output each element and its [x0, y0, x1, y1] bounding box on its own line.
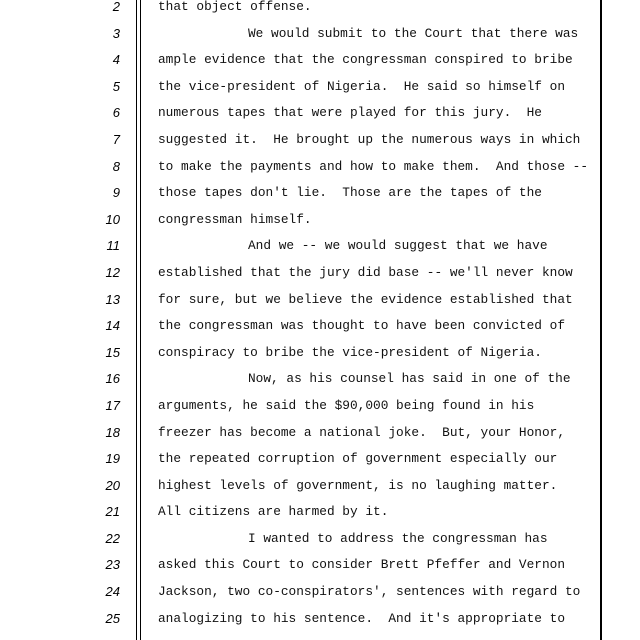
line-text: ample evidence that the congressman conspired to bribe [158, 52, 573, 68]
line-number: 8 [112, 158, 120, 174]
line-text: And we -- we would suggest that we have [248, 238, 548, 254]
line-text: to make the payments and how to make them. And those -- [158, 158, 589, 174]
transcript-line [0, 499, 640, 526]
line-number: 23 [105, 557, 120, 573]
transcript-line [0, 366, 640, 393]
line-number: 21 [105, 504, 120, 520]
line-text: the repeated corruption of government especially our [158, 451, 558, 467]
line-text: We would submit to the Court that there was [248, 25, 579, 41]
line-text: suggested it. He brought up the numerous ways in which [158, 131, 581, 147]
line-number: 22 [105, 530, 120, 546]
transcript-line [0, 0, 640, 21]
line-number: 13 [105, 291, 120, 307]
transcript-line [0, 313, 640, 340]
transcript-line [0, 21, 640, 48]
line-number: 7 [112, 131, 120, 147]
line-text: those tapes don't lie. Those are the tapes of the [158, 185, 542, 201]
line-number: 19 [105, 451, 120, 467]
transcript-line [0, 100, 640, 127]
line-number: 3 [112, 25, 120, 41]
transcript-line [0, 127, 640, 154]
transcript-line [0, 420, 640, 447]
line-number: 24 [105, 584, 120, 600]
line-number: 10 [105, 211, 120, 227]
line-text: that object offense. [158, 0, 312, 14]
transcript-line [0, 473, 640, 500]
line-text: the vice-president of Nigeria. He said so himself on [158, 78, 566, 94]
line-number: 2 [112, 0, 120, 14]
transcript-line [0, 552, 640, 579]
transcript-line [0, 579, 640, 606]
transcript-line [0, 180, 640, 207]
line-text: I wanted to address the congressman has [248, 530, 548, 546]
line-text: freezer has become a national joke. But, your Honor, [158, 424, 566, 440]
line-number: 4 [112, 52, 120, 68]
transcript-line [0, 47, 640, 74]
line-number: 6 [112, 105, 120, 121]
line-number: 12 [105, 264, 120, 280]
line-number: 15 [105, 344, 120, 360]
transcript-line [0, 287, 640, 314]
line-text: Now, as his counsel has said in one of the [248, 371, 571, 387]
transcript-line [0, 340, 640, 367]
line-text: conspiracy to bribe the vice-president of Nigeria. [158, 344, 542, 360]
transcript-line [0, 74, 640, 101]
line-text: for sure, but we believe the evidence established that [158, 291, 573, 307]
line-text: All citizens are harmed by it. [158, 504, 389, 520]
line-number: 9 [112, 185, 120, 201]
line-text: highest levels of government, is no laughing matter. [158, 477, 558, 493]
transcript-line [0, 446, 640, 473]
line-number: 20 [105, 477, 120, 493]
line-number: 11 [106, 238, 120, 254]
line-text: analogizing to his sentence. And it's appropriate to [158, 610, 566, 626]
line-text: numerous tapes that were played for this jury. He [158, 105, 542, 121]
line-number: 18 [105, 424, 120, 440]
line-number: 14 [105, 318, 120, 334]
transcript-line [0, 606, 640, 633]
line-text: congressman himself. [158, 211, 312, 227]
transcript-line [0, 233, 640, 260]
line-text: established that the jury did base -- we'll never know [158, 264, 573, 280]
line-number: 17 [105, 397, 120, 413]
transcript-line [0, 260, 640, 287]
line-text: asked this Court to consider Brett Pfeffer and Vernon [158, 557, 566, 573]
transcript-line [0, 526, 640, 553]
line-number: 16 [105, 371, 120, 387]
line-text: the congressman was thought to have been convicted of [158, 318, 566, 334]
line-text: arguments, he said the $90,000 being found in his [158, 397, 535, 413]
line-text: Jackson, two co-conspirators', sentences with regard to [158, 584, 581, 600]
transcript-line [0, 154, 640, 181]
transcript-line [0, 207, 640, 234]
line-number: 5 [112, 78, 120, 94]
transcript-line [0, 393, 640, 420]
line-number: 25 [105, 610, 120, 626]
